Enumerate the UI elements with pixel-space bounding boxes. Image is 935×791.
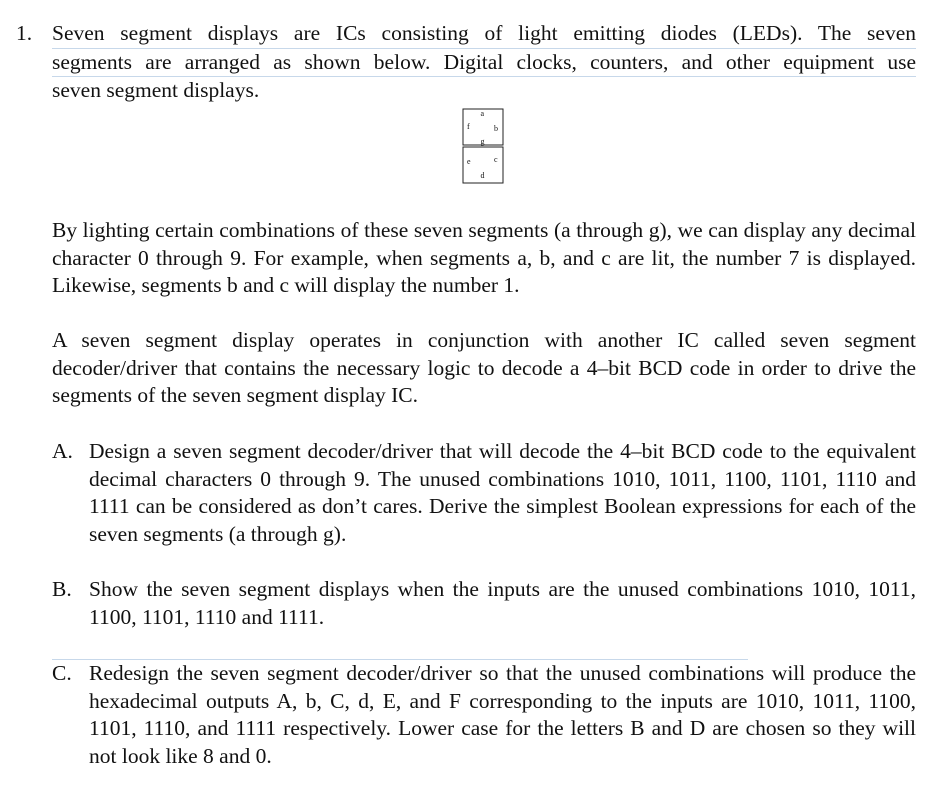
intro-paragraph bbox=[52, 20, 916, 105]
intro-line-2: segments are arranged as shown below. Digital clocks, counters, and other equipment use bbox=[52, 49, 916, 78]
segment-b-label: b bbox=[494, 124, 498, 133]
paragraph-decoder-driver: A seven segment display operates in conjunction with another IC called seven segment decoder/driver that contains the necessary logic to decode a 4–bit BCD code in order to drive the segments of the seven segment display IC. bbox=[52, 328, 916, 407]
segment-e-label: e bbox=[467, 157, 471, 166]
intro-line-3: seven segment displays. bbox=[52, 78, 260, 102]
part-a bbox=[52, 438, 916, 548]
intro-line-1: Seven segment displays are ICs consisting of light emitting diodes (LEDs). The seven bbox=[52, 20, 916, 49]
segment-g-label: g bbox=[480, 137, 485, 146]
part-c-letter: C. bbox=[52, 661, 72, 685]
part-c-text: Redesign the seven segment decoder/driver so that the unused combinations will produce the hexadecimal outputs A, b, C, d, E, and F corresponding to the inputs are 1010, 1011, 1100, 1101, 1110, and 1111 respectively. Lower case for the letters B and D are chosen so they will not look like 8 and 0. bbox=[89, 661, 916, 768]
part-a-letter: A. bbox=[52, 439, 73, 463]
segment-f-label: f bbox=[467, 122, 470, 131]
segment-d-label: d bbox=[480, 171, 485, 180]
part-b-text: Show the seven segment displays when the inputs are the unused combinations 1010, 1011, 1100, 1101, 1110 and 1111. bbox=[89, 577, 916, 629]
seven-segment-diagram bbox=[462, 108, 504, 184]
segment-a-label: a bbox=[480, 109, 485, 118]
paragraph-segment-combinations: By lighting certain combinations of these seven segments (a through g), we can display any decimal character 0 through 9. For example, when segments a, b, and c are lit, the number 7 is displayed. Likewise, segments b and c will display the number 1. bbox=[52, 218, 916, 297]
segment-c-label: c bbox=[494, 155, 498, 164]
part-c bbox=[52, 660, 916, 770]
part-b-letter: B. bbox=[52, 577, 72, 601]
part-b bbox=[52, 576, 916, 631]
seven-segment-figure bbox=[462, 108, 504, 184]
part-a-text: Design a seven segment decoder/driver that will decode the 4–bit BCD code to the equivalent decimal characters 0 through 9. The unused combinations 1010, 1011, 1100, 1101, 1110 and 1111 can be considered as don’t cares. Derive the simplest Boolean expressions for each of the seven segments (a through g). bbox=[89, 439, 916, 546]
question-number: 1. bbox=[16, 21, 33, 45]
